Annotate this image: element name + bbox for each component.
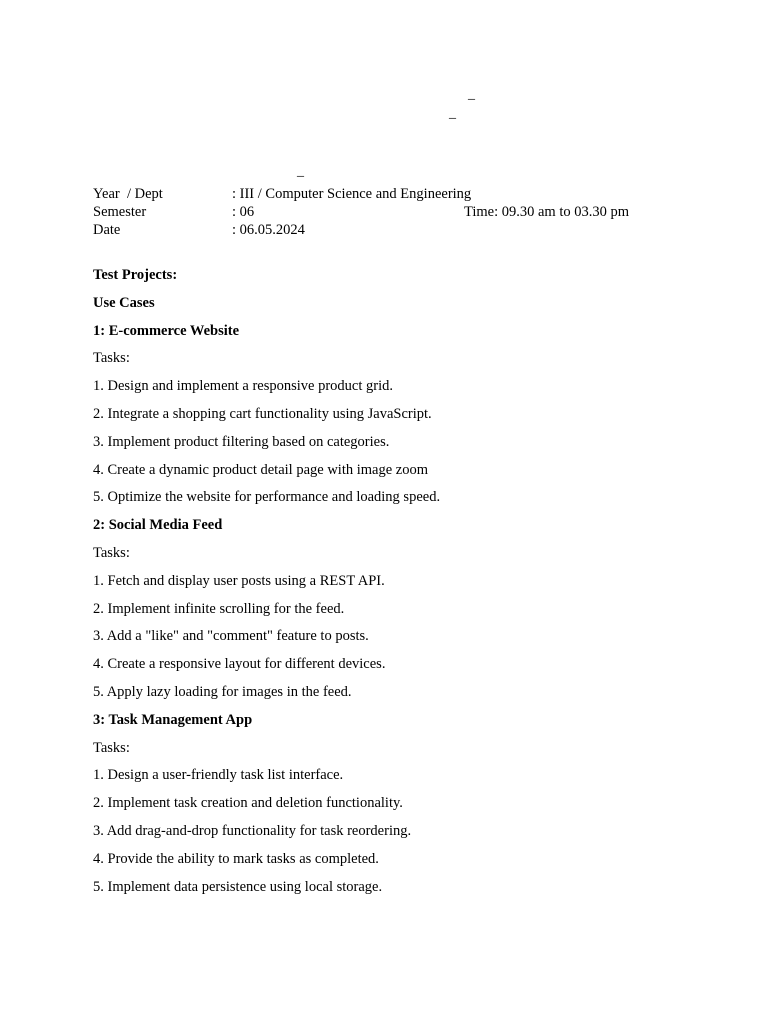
use-cases-heading: Use Cases [93, 294, 155, 311]
header-dash-1: _ [468, 87, 475, 102]
case-2-task: 2. Implement infinite scrolling for the feed. [93, 600, 345, 617]
time-value: Time: 09.30 am to 03.30 pm [464, 204, 630, 220]
test-projects-heading: Test Projects: [93, 267, 178, 283]
date-value: : 06.05.2024 [232, 222, 305, 238]
case-2-task: 1. Fetch and display user posts using a REST API. [93, 572, 385, 589]
year-label: Year / Dept [93, 186, 163, 202]
meta-row-date [93, 221, 693, 239]
case-3-task: 1. Design a user-friendly task list interface. [93, 767, 344, 784]
case-3-task: 3. Add drag-and-drop functionality for task reordering. [93, 822, 412, 839]
case-1-task: 3. Implement product filtering based on categories. [93, 433, 390, 450]
case-2-tasks-label: Tasks: [93, 544, 130, 561]
case-2-task: 5. Apply lazy loading for images in the feed. [93, 683, 352, 700]
year-value: : III / Computer Science and Engineering [232, 186, 472, 202]
semester-label: Semester [93, 204, 147, 220]
case-1-task: 4. Create a dynamic product detail page with image zoom [93, 461, 428, 478]
meta-row-year [93, 185, 693, 203]
case-3-title: 3: Task Management App [93, 711, 253, 728]
case-1-title: 1: E-commerce Website [93, 322, 240, 339]
case-1-task: 5. Optimize the website for performance and loading speed. [93, 489, 441, 506]
case-1-tasks-label: Tasks: [93, 350, 130, 367]
case-2-task: 4. Create a responsive layout for different devices. [93, 656, 386, 673]
meta-row-semester [93, 203, 693, 221]
date-label: Date [93, 222, 121, 238]
document-body [93, 266, 733, 905]
case-2-title: 2: Social Media Feed [93, 517, 223, 534]
header-dash-3: _ [297, 164, 304, 179]
case-2-task: 3. Add a "like" and "comment" feature to posts. [93, 628, 369, 645]
case-3-tasks-label: Tasks: [93, 739, 130, 756]
exam-meta [93, 185, 693, 239]
header-dash-2: _ [449, 106, 456, 121]
semester-value: : 06 [232, 204, 255, 220]
case-3-task: 2. Implement task creation and deletion functionality. [93, 795, 403, 812]
case-3-task: 4. Provide the ability to mark tasks as completed. [93, 850, 379, 867]
case-1-task: 2. Integrate a shopping cart functionality using JavaScript. [93, 405, 432, 422]
case-3-task: 5. Implement data persistence using local storage. [93, 878, 383, 895]
case-1-task: 1. Design and implement a responsive product grid. [93, 378, 394, 395]
